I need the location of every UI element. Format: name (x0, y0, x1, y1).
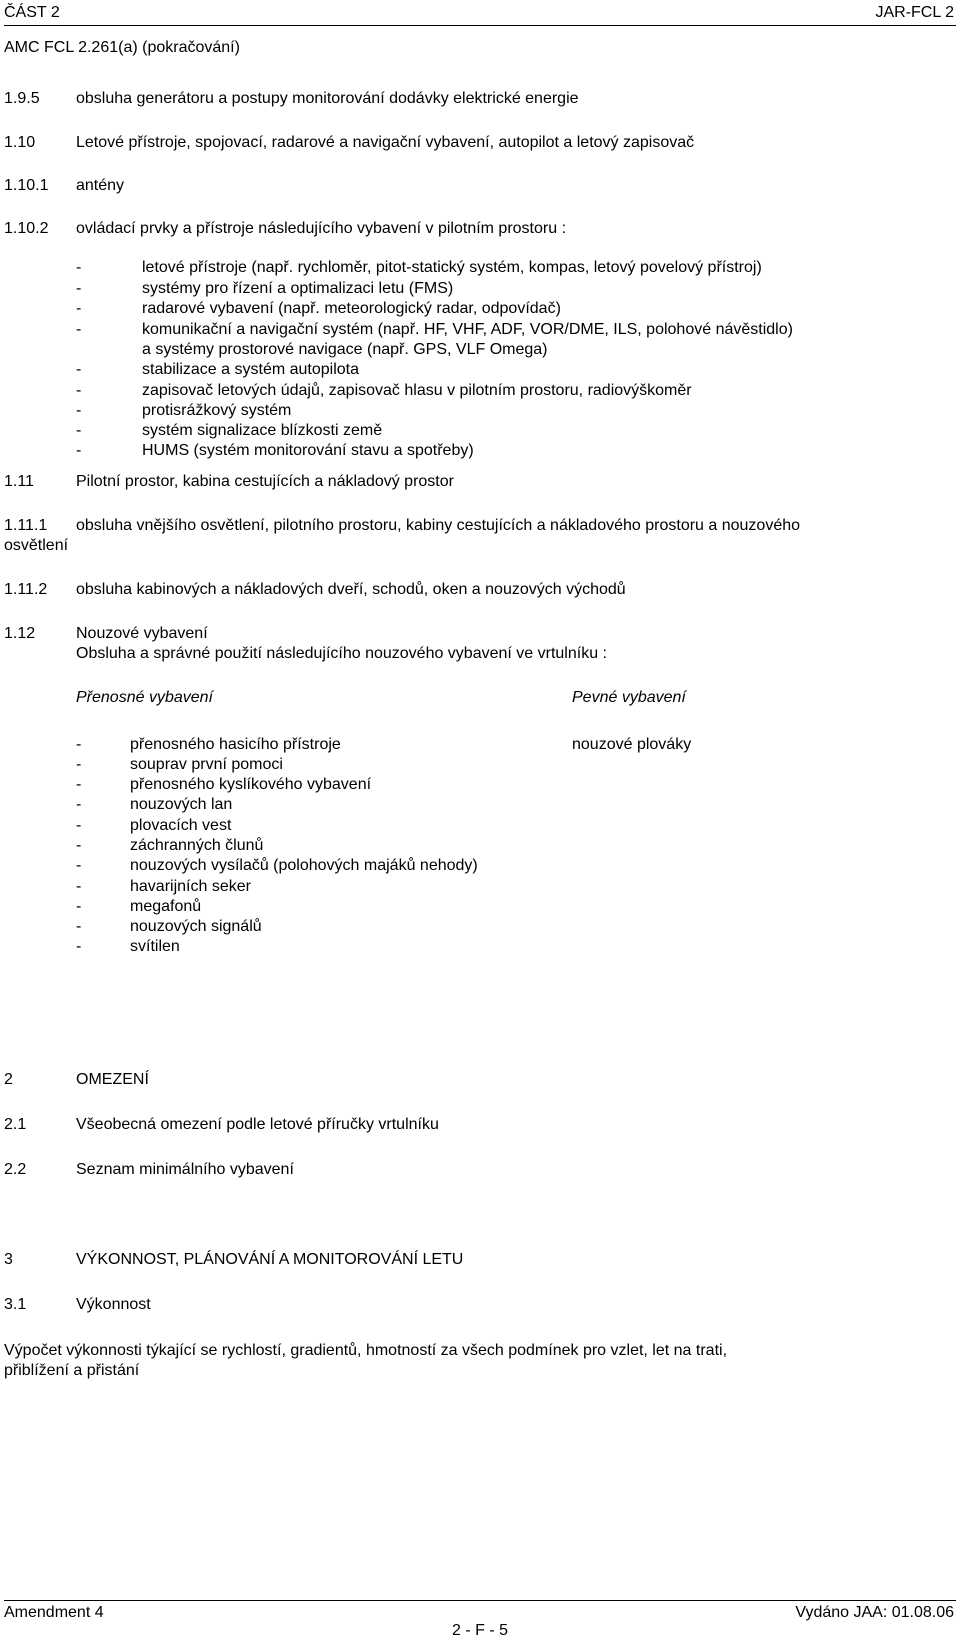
list-dash: - (76, 938, 82, 955)
section-heading: Seznam minimálního vybavení (76, 1161, 294, 1178)
list-item: stabilizace a systém autopilota (142, 361, 359, 378)
chapter-number: 3 (4, 1251, 13, 1268)
portable-item: nouzových vysílačů (polohových majáků nehody) (130, 857, 478, 874)
list-dash: - (76, 259, 82, 276)
list-dash: - (76, 361, 82, 378)
chapter-number: 2 (4, 1071, 13, 1088)
list-dash: - (76, 382, 82, 399)
paragraph-line: přiblížení a přistání (4, 1362, 140, 1379)
portable-item: nouzových lan (130, 796, 233, 813)
portable-equipment-heading: Přenosné vybavení (76, 689, 213, 706)
section-number: 1.9.5 (4, 90, 40, 107)
fixed-item: nouzové plováky (572, 736, 692, 753)
fixed-equipment-heading: Pevné vybavení (572, 689, 686, 706)
list-item: komunikační a navigační systém (např. HF, VHF, ADF, VOR/DME, ILS, polohové návěstidlo) (142, 321, 793, 338)
section-heading: Letové přístroje, spojovací, radarové a navigační vybavení, autopilot a letový zapisovač (76, 134, 695, 151)
list-item: systémy pro řízení a optimalizaci letu (FMS) (142, 280, 454, 297)
list-dash: - (76, 918, 82, 935)
section-text: obsluha kabinových a nákladových dveří, schodů, oken a nouzových východů (76, 581, 626, 598)
section-heading: Nouzové vybavení (76, 625, 208, 642)
list-item: protisrážkový systém (142, 402, 292, 419)
list-dash: - (76, 898, 82, 915)
section-heading: Pilotní prostor, kabina cestujících a nákladový prostor (76, 473, 454, 490)
list-dash: - (76, 796, 82, 813)
header-rule (4, 25, 956, 26)
list-dash: - (76, 280, 82, 297)
list-item: radarové vybavení (např. meteorologický radar, odpovídač) (142, 300, 561, 317)
section-number: 1.11 (4, 473, 34, 490)
section-heading: Všeobecná omezení podle letové příručky vrtulníku (76, 1116, 439, 1133)
portable-item: přenosného hasicího přístroje (130, 736, 341, 753)
section-number: 1.10.1 (4, 177, 49, 194)
section-text-continuation: osvětlení (4, 537, 69, 554)
chapter-heading: OMEZENÍ (76, 1071, 149, 1088)
header-part: ČÁST 2 (4, 4, 60, 21)
list-item: HUMS (systém monitorování stavu a spotřeby) (142, 442, 474, 459)
list-item: letové přístroje (např. rychloměr, pitot-statický systém, kompas, letový povelový přístroj) (142, 259, 762, 276)
header-subtitle: AMC FCL 2.261(a) (pokračování) (4, 39, 240, 56)
portable-item: plovacích vest (130, 817, 232, 834)
footer-issue-date: Vydáno JAA: 01.08.06 (795, 1604, 954, 1621)
section-number: 1.10 (4, 134, 36, 151)
portable-item: přenosného kyslíkového vybavení (130, 776, 372, 793)
section-heading: Výkonnost (76, 1296, 151, 1313)
portable-item: souprav první pomoci (130, 756, 283, 773)
section-number: 1.11.2 (4, 581, 48, 598)
portable-item: záchranných člunů (130, 837, 264, 854)
list-item: systém signalizace blízkosti země (142, 422, 383, 439)
section-text: ovládací prvky a přístroje následujícího vybavení v pilotním prostoru : (76, 220, 567, 237)
footer-amendment: Amendment 4 (4, 1604, 104, 1621)
portable-item: nouzových signálů (130, 918, 262, 935)
section-text: obsluha generátoru a postupy monitorování dodávky elektrické energie (76, 90, 579, 107)
list-dash: - (76, 402, 82, 419)
paragraph-line: Výpočet výkonnosti týkající se rychlostí, gradientů, hmotností za všech podmínek pro vzlet, let na trati, (4, 1342, 728, 1359)
section-text: obsluha vnějšího osvětlení, pilotního prostoru, kabiny cestujících a nákladového prostoru a nouzového (76, 517, 801, 534)
list-dash: - (76, 776, 82, 793)
section-number: 1.12 (4, 625, 36, 642)
chapter-heading: VÝKONNOST, PLÁNOVÁNÍ A MONITOROVÁNÍ LETU (76, 1251, 464, 1268)
section-number: 3.1 (4, 1296, 27, 1313)
section-text: antény (76, 177, 125, 194)
list-dash: - (76, 321, 82, 338)
section-number: 1.10.2 (4, 220, 49, 237)
list-dash: - (76, 817, 82, 834)
list-item: zapisovač letových údajů, zapisovač hlasu v pilotním prostoru, radiovýškoměr (142, 382, 692, 399)
section-number: 2.2 (4, 1161, 27, 1178)
list-item-continuation: a systémy prostorové navigace (např. GPS, VLF Omega) (142, 341, 548, 358)
list-dash: - (76, 878, 82, 895)
section-number: 2.1 (4, 1116, 27, 1133)
header-document-code: JAR-FCL 2 (875, 4, 954, 21)
list-dash: - (76, 736, 82, 753)
footer-page-number: 2 - F - 5 (451, 1622, 508, 1639)
list-dash: - (76, 756, 82, 773)
portable-item: megafonů (130, 898, 202, 915)
portable-item: svítilen (130, 938, 180, 955)
section-text: Obsluha a správné použití následujícího nouzového vybavení ve vrtulníku : (76, 645, 607, 662)
footer-rule (4, 1600, 956, 1601)
portable-item: havarijních seker (130, 878, 251, 895)
list-dash: - (76, 857, 82, 874)
list-dash: - (76, 300, 82, 317)
list-dash: - (76, 442, 82, 459)
list-dash: - (76, 422, 82, 439)
section-number: 1.11.1 (4, 517, 48, 534)
list-dash: - (76, 837, 82, 854)
